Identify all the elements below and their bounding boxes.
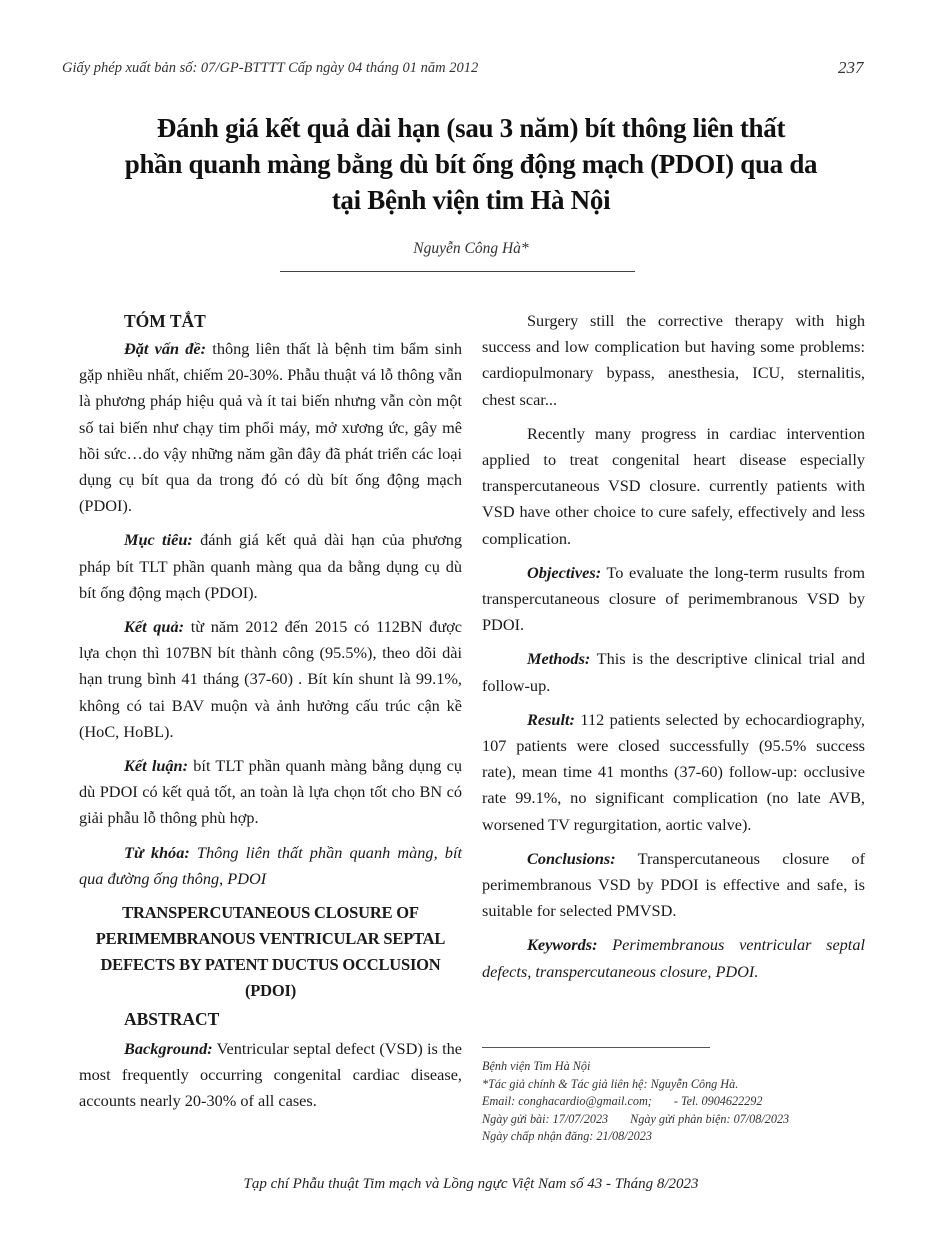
footnote-submitted: Ngày gửi bài: 17/07/2023 — [482, 1111, 609, 1126]
summary-heading: TÓM TẮT — [124, 311, 206, 331]
author-name: Nguyễn Công Hà* — [413, 240, 529, 257]
summary-result — [79, 614, 462, 745]
right-column — [482, 308, 865, 993]
footnote-tel: - Tel. 0904622292 — [673, 1094, 763, 1108]
footnote-email[interactable]: Email: conghacardio@gmail.com; — [482, 1094, 652, 1108]
abstract-result-text: 112 patients selected by echocardiography, 107 patients were closed successfully (95.5% success rate), mean time 41 months (37-60) follow-up: occlusive rate 99.1%, no significant complication (no late AVB, worsened TV regurgitation, aortic valve). — [482, 709, 865, 834]
abstract-result-label: Result: — [527, 709, 575, 729]
footnotes — [482, 1058, 882, 1146]
footnote-corresponding-author: *Tác giả chính & Tác giả liên hệ: Nguyễn Công Hà. — [482, 1076, 739, 1091]
summary-objective-label: Mục tiêu: — [124, 530, 193, 550]
page-number: 237 — [838, 58, 864, 77]
summary-objective-text: đánh giá kết quả dài hạn của phương pháp bít TLT phần quanh màng qua da bằng dụng cụ dù bít ống động mạch (PDOI). — [79, 530, 462, 602]
footnote-accepted: Ngày chấp nhận đăng: 21/08/2023 — [482, 1129, 652, 1143]
title-line-3: tại Bệnh viện tim Hà Nội — [331, 185, 611, 215]
title-line-1: Đánh giá kết quả dài hạn (sau 3 năm) bít thông liên thất — [156, 113, 786, 143]
publication-license: Giấy phép xuất bản số: 07/GP-BTTTT Cấp ngày 04 tháng 01 năm 2012 — [62, 60, 479, 76]
footnote-divider — [482, 1047, 710, 1048]
abstract-background-text: Ventricular septal defect (VSD) is the most frequently occurring congenital cardiac disease, accounts nearly 20-30% of all cases. — [79, 1039, 462, 1111]
summary-background — [79, 336, 462, 519]
article-title — [60, 110, 882, 218]
abstract-result — [482, 707, 865, 838]
summary-result-text: từ năm 2012 đến 2015 có 112BN được lựa chọn thì 107BN bít thành công (95.5%), theo dõi dài hạn trung bình 41 tháng (37-60) . Bít kín shunt là 99.1%, không có tai BAV muộn và ảnh hưởng cấu trúc cận kề (HoC, HoBL). — [79, 617, 462, 741]
summary-keywords-text: Thông liên thất phần quanh màng, bít qua đường ống thông, PDOI — [79, 842, 462, 888]
abstract-methods-label: Methods: — [527, 649, 591, 669]
journal-footer: Tạp chí Phẫu thuật Tim mạch và Lồng ngực Việt Nam số 43 - Tháng 8/2023 — [243, 1176, 699, 1192]
abstract-conclusions — [482, 846, 865, 925]
summary-background-text: thông liên thất là bệnh tim bẩm sinh gặp nhiều nhất, chiếm 20-30%. Phẫu thuật vá lỗ thông vẫn là phương pháp hiệu quả và ít tai biến nhưng vẫn còn một số tai biến như chạy tim phổi máy, mở xương ức, gây mê hồi sức…do vậy những năm gần đây đã phát triển các loại dụng cụ bít qua da trong đó có dù bít ống động mạch (PDOI). — [79, 339, 462, 516]
abstract-objectives-text: To evaluate the long-term rusults from transpercutaneous closure of perimembranous VSD by PDOI. — [482, 562, 865, 635]
summary-result-label: Kết quả: — [124, 617, 185, 637]
abstract-keywords — [482, 932, 865, 984]
abstract-objectives — [482, 560, 865, 639]
summary-objective — [79, 527, 462, 606]
footnote-dates — [482, 1111, 882, 1129]
abstract-surgery-paragraph: Surgery still the corrective therapy with high success and low complication but having some problems: cardiopulmonary bypass, anesthesia, ICU, sternalitis, chest scar... — [482, 311, 865, 409]
footnote-affiliation: Bệnh viện Tim Hà Nội — [482, 1059, 591, 1073]
summary-keywords-label: Từ khóa: — [124, 842, 190, 862]
title-line-2: phần quanh màng bằng dù bít ống động mạch (PDOI) qua da — [124, 149, 818, 179]
abstract-heading: ABSTRACT — [124, 1009, 220, 1030]
summary-keywords — [79, 840, 462, 892]
author-divider — [280, 271, 635, 272]
english-title: TRANSPERCUTANEOUS CLOSURE OF PERIMEMBRANOUS VENTRICULAR SEPTAL DEFECTS BY PATENT DUCTUS OCCLUSION (PDOI) — [95, 903, 446, 1001]
footnote-reviewed: Ngày gửi phản biện: 07/08/2023 — [630, 1111, 790, 1126]
abstract-background-label: Background: — [124, 1039, 213, 1059]
left-column — [79, 308, 462, 1123]
summary-conclusion-label: Kết luận: — [124, 756, 189, 776]
abstract-recently-paragraph: Recently many progress in cardiac intervention applied to treat congenital heart disease especially transpercutaneous VSD closure. currently patients with VSD have other choice to cure safely, effectively and less complication. — [482, 423, 865, 548]
abstract-keywords-label: Keywords: — [527, 935, 598, 955]
abstract-methods — [482, 646, 865, 698]
abstract-objectives-label: Objectives: — [527, 562, 602, 582]
abstract-keywords-text: Perimembranous ventricular septal defects, transpercutaneous closure, PDOI. — [482, 935, 865, 981]
abstract-conclusions-text: Transpercutaneous closure of perimembranous VSD by PDOI is effective and safe, is suitable for selected PMVSD. — [482, 848, 865, 921]
summary-conclusion — [79, 753, 462, 832]
summary-conclusion-text: bít TLT phần quanh màng bằng dụng cụ dù PDOI có kết quả tốt, an toàn là lựa chọn tốt cho BN có giải phẫu lỗ thông phù hợp. — [79, 756, 462, 828]
abstract-conclusions-label: Conclusions: — [527, 848, 616, 868]
abstract-methods-text: This is the descriptive clinical trial and follow-up. — [482, 649, 865, 695]
footnote-contact — [482, 1093, 882, 1111]
abstract-background — [79, 1036, 462, 1115]
summary-background-label: Đặt vấn đề: — [124, 339, 207, 358]
